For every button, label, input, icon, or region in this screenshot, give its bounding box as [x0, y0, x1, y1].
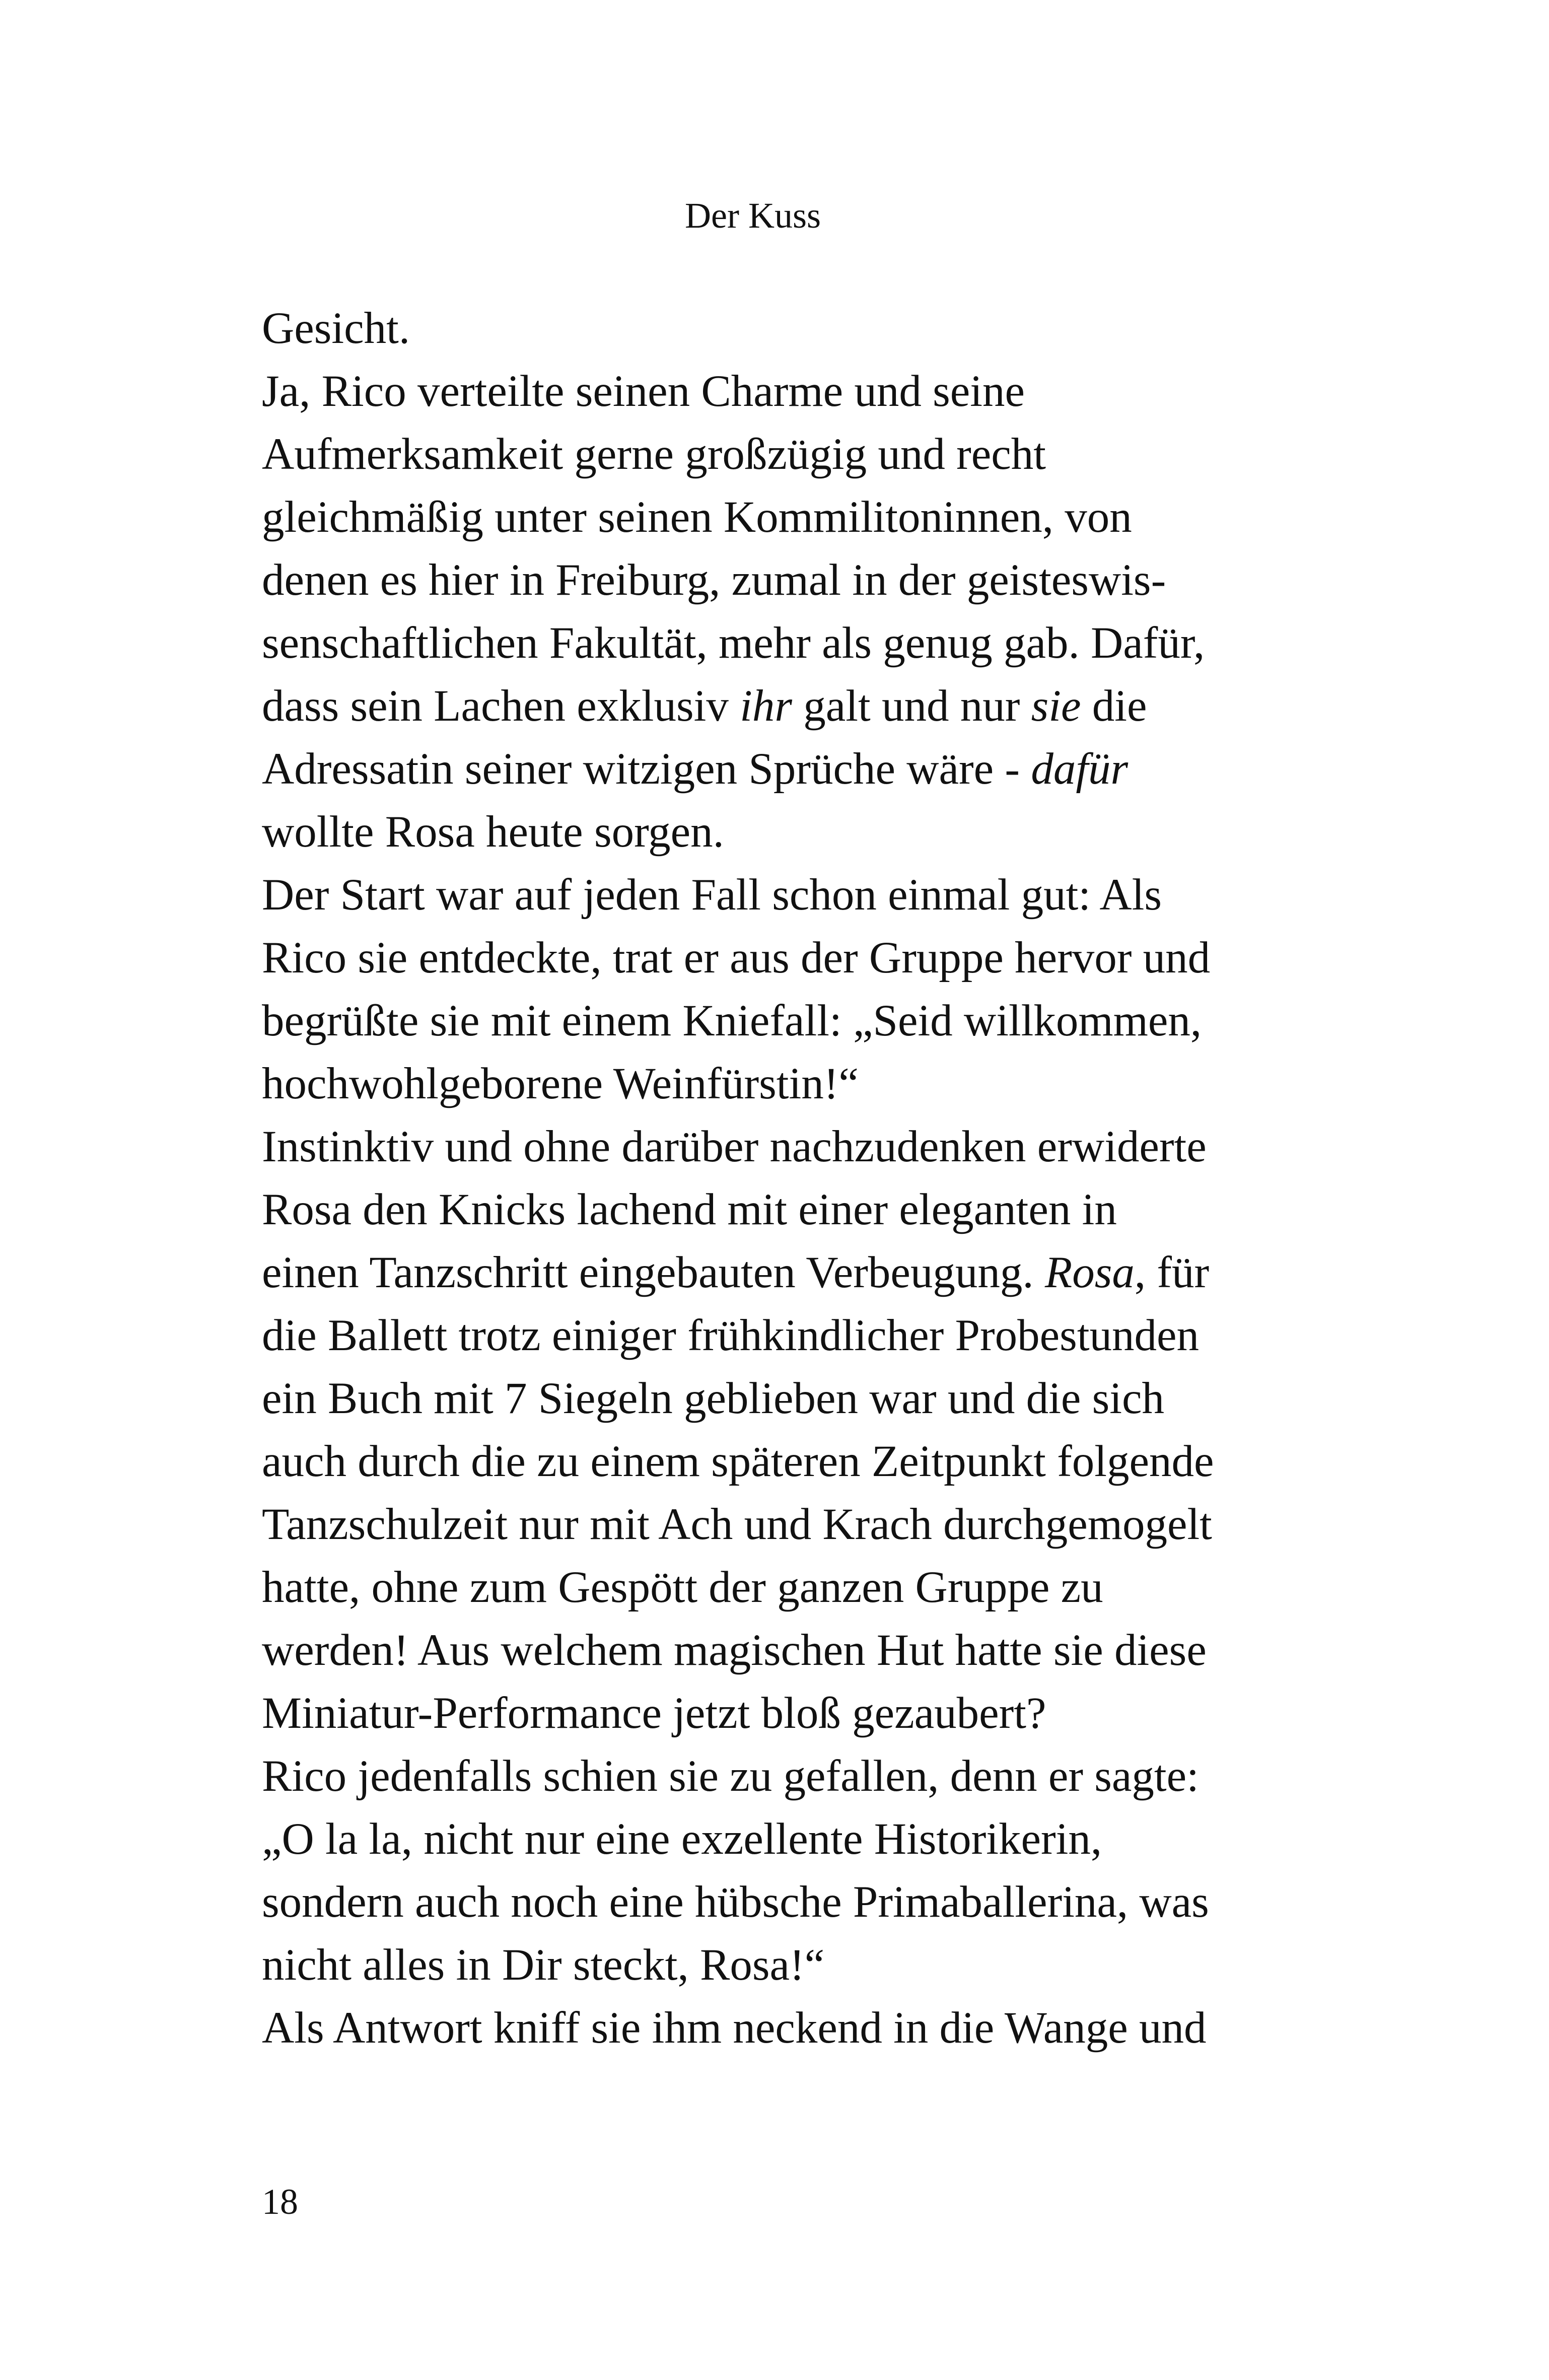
- text-line: [262, 1241, 1269, 1304]
- body-text: [262, 297, 1269, 2060]
- text-line: [262, 675, 1269, 738]
- text-run: auch durch die zu einem späteren Zeitpunkt folgende: [262, 1437, 1214, 1486]
- text-run: die: [1081, 681, 1147, 731]
- text-run: Gesicht.: [262, 304, 410, 353]
- text-run: Der Start war auf jeden Fall schon einmal gut: Als: [262, 870, 1162, 920]
- text-line: [262, 1808, 1269, 1871]
- text-run: Instinktiv und ohne darüber nachzudenken erwiderte: [262, 1122, 1207, 1171]
- text-line: [262, 1115, 1269, 1178]
- text-run: denen es hier in Freiburg, zumal in der geisteswis-: [262, 555, 1166, 605]
- text-run: dass sein Lachen exklusiv: [262, 681, 740, 731]
- text-line: [262, 1304, 1269, 1367]
- text-run: werden! Aus welchem magischen Hut hatte sie diese: [262, 1626, 1207, 1675]
- text-line: [262, 486, 1269, 549]
- emphasized-text: ihr: [740, 681, 792, 731]
- text-line: [262, 1745, 1269, 1808]
- text-run: Miniatur-Performance jetzt bloß gezaubert?: [262, 1689, 1046, 1738]
- text-line: [262, 1997, 1269, 2060]
- text-line: [262, 1682, 1269, 1745]
- text-line: [262, 612, 1269, 675]
- text-run: einen Tanzschritt eingebauten Verbeugung.: [262, 1248, 1045, 1297]
- text-run: gleichmäßig unter seinen Kommilitoninnen, von: [262, 493, 1132, 542]
- text-line: [262, 360, 1269, 423]
- text-run: Adressatin seiner witzigen Sprüche wäre -: [262, 744, 1031, 794]
- text-line: [262, 1053, 1269, 1115]
- text-line: [262, 1493, 1269, 1556]
- text-run: Tanzschulzeit nur mit Ach und Krach durchgemogelt: [262, 1500, 1212, 1549]
- text-line: [262, 1934, 1269, 1997]
- text-run: sondern auch noch eine hübsche Primaballerina, was: [262, 1877, 1209, 1927]
- text-line: [262, 1556, 1269, 1619]
- text-run: Rico jedenfalls schien sie zu gefallen, denn er sagte:: [262, 1752, 1199, 1801]
- text-line: [262, 1430, 1269, 1493]
- text-run: begrüßte sie mit einem Kniefall: „Seid willkommen,: [262, 996, 1202, 1045]
- text-run: Rosa den Knicks lachend mit einer eleganten in: [262, 1185, 1117, 1234]
- text-line: [262, 738, 1269, 801]
- text-line: [262, 864, 1269, 927]
- emphasized-text: sie: [1031, 681, 1081, 731]
- emphasized-text: dafür: [1031, 744, 1129, 794]
- text-run: die Ballett trotz einiger frühkindlicher Probestunden: [262, 1311, 1200, 1360]
- running-header: Der Kuss: [685, 195, 821, 236]
- emphasized-text: Rosa: [1044, 1248, 1135, 1297]
- text-run: hatte, ohne zum Gespött der ganzen Gruppe zu: [262, 1563, 1103, 1612]
- text-run: nicht alles in Dir steckt, Rosa!“: [262, 1940, 825, 1990]
- page-number: 18: [262, 2182, 298, 2222]
- text-line: [262, 1178, 1269, 1241]
- text-line: [262, 1619, 1269, 1682]
- text-line: [262, 297, 1269, 360]
- text-run: Ja, Rico verteilte seinen Charme und seine: [262, 367, 1025, 416]
- text-run: Rico sie entdeckte, trat er aus der Gruppe hervor und: [262, 933, 1211, 983]
- text-line: [262, 801, 1269, 864]
- text-line: [262, 549, 1269, 612]
- text-run: Als Antwort kniff sie ihm neckend in die Wange und: [262, 2003, 1207, 2053]
- text-line: [262, 990, 1269, 1053]
- text-line: [262, 1871, 1269, 1934]
- text-run: wollte Rosa heute sorgen.: [262, 807, 724, 857]
- text-run: „O la la, nicht nur eine exzellente Historikerin,: [262, 1814, 1102, 1864]
- text-run: galt und nur: [792, 681, 1031, 731]
- text-line: [262, 1367, 1269, 1430]
- text-run: senschaftlichen Fakultät, mehr als genug gab. Dafür,: [262, 618, 1205, 668]
- text-line: [262, 927, 1269, 990]
- text-line: [262, 423, 1269, 486]
- text-run: , für: [1134, 1248, 1210, 1297]
- text-run: hochwohlgeborene Weinfürstin!“: [262, 1059, 859, 1108]
- text-run: Aufmerksamkeit gerne großzügig und recht: [262, 430, 1046, 479]
- text-run: ein Buch mit 7 Siegeln geblieben war und die sich: [262, 1374, 1164, 1423]
